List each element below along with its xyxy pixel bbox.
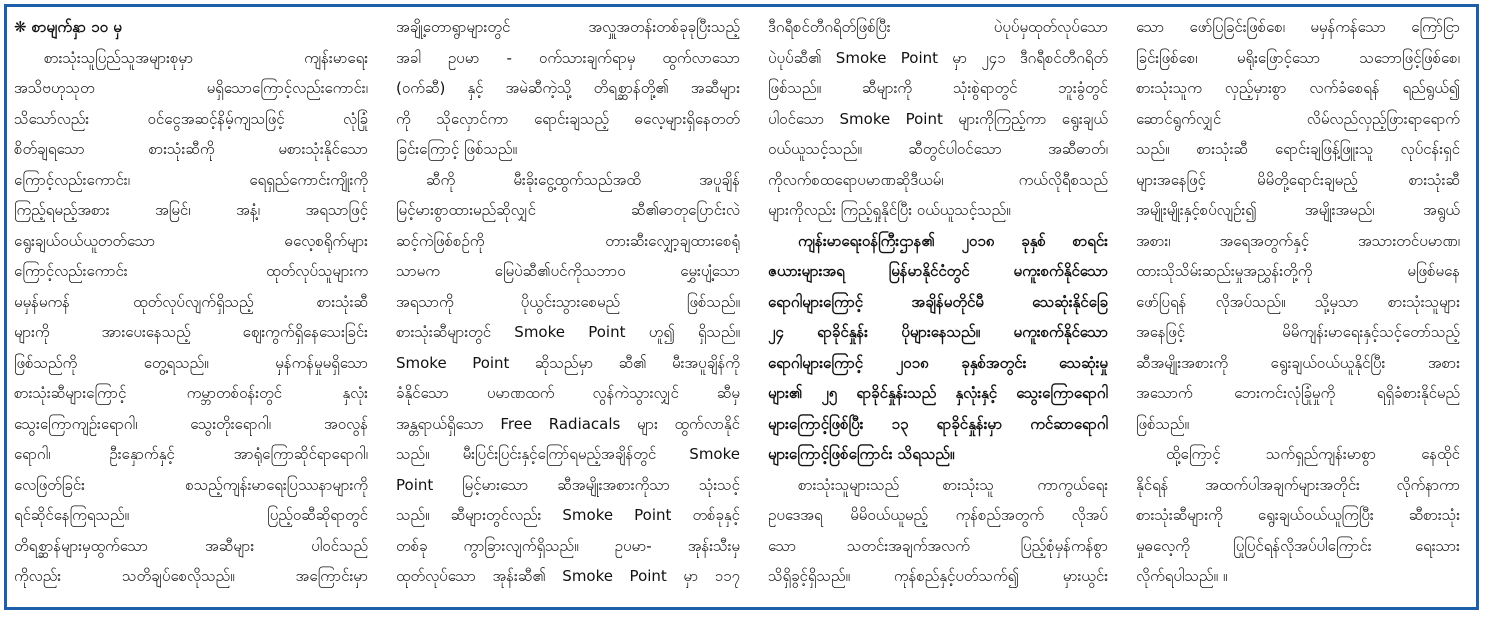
text-line: လေဖြတ်ခြင်း စသည့်ကျန်းမာရေးပြဿနာများကို [14,475,368,494]
text-line: ကြောင့်လည်းကောင်း ထုတ်လုပ်သူများက [14,262,368,280]
text-line: သော သတင်းအချက်အလက် ပြည့်စုံမှန်ကန်စွာ [768,536,1108,555]
column-3 [754,12,1122,610]
text-line: သော ဖော်ပြခြင်းဖြစ်စေ၊ မမှန်ကန်သော ကြော်ငြာ [1136,18,1460,36]
text-line: ပဲပုပ်ဆီ၏ Smoke Point မှာ ၂၄၁ ဒီဂရီစင်တီဂရိတ် [768,48,1108,67]
text-line: သိရှိခွင့်ရှိသည်။ ကုန်စည်နှင့်ပတ်သက်၍ မှားယွင်း [768,567,1108,585]
text-line: ခံနိုင်သော ပမာဏထက် လွန်ကဲသွားလျှင် ဆီမှ [396,384,740,402]
text-line: အသောက် ဘေးကင်းလုံခြုံမှုကို ရရှိခံစားနိုင်မည် [1136,384,1460,402]
text-line: ရွေးချယ်ဝယ်ယူတတ်သော ဓလေ့စရိုက်များ [14,231,368,250]
text-line: ခြင်းဖြစ်စေ၊ မရိုးဖြောင့်သော သဘောဖြင့်ဖြစ်စေ၊ [1136,48,1460,67]
text-line: ဖြစ်သည်။ ဆီများကို သုံးစွဲရာတွင် ဘူးခွံတွင် [768,79,1108,97]
text-line: သွေးကြောကျဉ်းရောဂါ၊ သွေးတိုးရောဂါ၊ အဝလွန် [14,414,368,433]
text-line: အချို့တောရွာများတွင် အလှူအတန်းတစ်ခုခုပြီးသည့် [396,18,740,36]
text-line: များ၏ ၂၅ ရာခိုင်နှုန်းသည် နှလုံးနှင့် သွေးကြောရောဂါ [768,384,1108,402]
text-line: စားသုံးသူက လှည့်မှားစွာ လက်ခံစေရန် ရည်ရွယ်၍ [1136,79,1460,97]
text-line: စားသုံးသူပြည်သူအများစုမှာ ကျန်းမာရေး [44,48,368,67]
text-line: အစား၊ အရေအတွက်နှင့် အသားတင်ပမာဏ၊ [1136,231,1460,250]
text-line: အန္တရာယ်ရှိသော Free Radiacals များ ထွက်လာနိုင် [396,414,740,433]
text-line: ကို သိုလှောင်ကာ ရောင်းချသည့် ဓလေ့များရှိနေတတ် [396,109,740,128]
text-line: (ဝက်ဆီ) နှင့် အမဲဆီကဲ့သို့ တိရစ္ဆာန်တို့၏ အဆီများ [396,79,740,97]
text-line: အနေဖြင့် မိမိကျန်းမာရေးနှင့်သင့်တော်သည့် [1136,323,1460,341]
continued-from-page-label: ❋ စာမျက်နှာ ၁၀ မှ [14,18,122,36]
text-line: စားသုံးဆီများတွင် Smoke Point ဟူ၍ ရှိသည်။ [396,323,740,341]
text-line: ကြည့်ရမည့်အစား အမြင်၊ အနံ့၊ အရသာဖြင့် [14,201,368,219]
column-2 [382,12,754,610]
text-line: စားသုံးဆီများကို ရွေးချယ်ဝယ်ယူကြပြီး ဆီစားသုံး [1136,506,1460,524]
text-line: များကြောင့်ဖြစ်ပြီး ၁၃ ရာခိုင်နှုန်းမှာ ကင်ဆာရောဂါ [768,414,1108,433]
text-line: ဆီကို မီးခိုးငွေ့ထွက်သည်အထိ အပူချိန် [426,170,740,189]
text-line: ထားသိုသိမ်းဆည်းမှုအညွှန်းတို့ကို မဖြစ်မနေ [1136,262,1460,280]
text-line: ထုတ်လုပ်သော အုန်းဆီ၏ Smoke Point မှာ ၁၁၇ [396,567,740,585]
text-line: ထို့ကြောင့် သက်ရှည်ကျန်းမာစွာ နေထိုင် [1166,445,1460,463]
text-line: ဆီအမျိုးအစားကို ရွေးချယ်ဝယ်ယူနိုင်ပြီး အစား [1136,353,1460,372]
text-line: ဥပဒေအရ မိမိဝယ်ယူမည့် ကုန်စည်အတွက် လိုအပ် [768,506,1108,524]
text-line: သိသော်လည်း ဝင်ငွေအဆင့်နိမ့်ကျသဖြင့် လုံခြုံ [14,109,368,128]
text-line: တိရစ္ဆာန်များမှထွက်သော အဆီများ ပါဝင်သည် [14,536,368,555]
text-line: ရောဂါများကြောင့် အချိန်မတိုင်မီ သေဆုံးနိုင်ခြေ [768,292,1108,311]
text-line: ကိုလက်စထရောပမာဏဆိုဒီယမ်၊ ကယ်လိုရီစသည် [768,170,1108,189]
text-line: Smoke Point ဆိုသည်မှာ ဆီ၏ မီးအပူချိန်ကို [396,353,740,372]
text-line: ပါဝင်သော Smoke Point များကိုကြည့်ကာ ရွေးချယ် [768,109,1108,128]
text-line: အသိဗဟုသုတ မရှိသောကြောင့်လည်းကောင်း၊ [14,79,368,97]
column-1 [14,12,382,610]
text-line: နိုင်ရန် အထက်ပါအချက်များအတိုင်း လိုက်နာကာ [1136,475,1460,494]
text-line: ရောဂါ၊ ဦးနှောက်နှင့် အာရုံကြောဆိုင်ရာရောဂါ၊ [14,445,368,463]
text-line: များကိုလည်း ကြည့်ရှုနိုင်ပြီး ဝယ်ယူသင့်သည်။ [768,201,1011,219]
text-line: ရောဂါများကြောင့် ၂၀၁၈ ခုနှစ်အတွင်း သေဆုံးမှု [768,353,1108,372]
text-line: မမှန်မကန် ထုတ်လုပ်လျက်ရှိသည့် စားသုံးဆီ [14,292,368,311]
text-line: ဖော်ပြရန် လိုအပ်သည်။ သို့မှသာ စားသုံးသူများ [1136,292,1460,311]
text-line: ဒီဂရီစင်တီဂရိတ်ဖြစ်ပြီး ပဲပုပ်မှထုတ်လုပ်သော [768,18,1108,36]
text-line: လိုက်ရပါသည်။ ။ [1136,567,1228,585]
text-line: သည်။ စားသုံးဆီ ရောင်းချဖြန့်ဖြူးသူ လုပ်ငန်းရှင် [1136,140,1460,158]
text-line: ဝယ်ယူသင့်သည်။ ဆီတွင်ပါဝင်သော အဆီဓာတ်၊ [768,140,1108,158]
text-line: ဖြစ်သည်။ [1136,414,1190,433]
text-line: ဆင့်ကဲဖြစ်စဉ်ကို တားဆီးလျှော့ချထားစေရုံ [396,231,740,250]
text-line: ဆောင်ရွက်လျှင် လိမ်လည်လှည့်ဖြားရာရောက် [1136,109,1460,128]
text-line: ၂၄ ရာခိုင်နှုန်း ပိုများနေသည်။ မကူးစက်နိုင်သော [768,323,1108,341]
text-line: များကို အားပေးနေသည့် ဈေးကွက်ရှိနေသေးခြင်း [14,323,368,341]
text-line: ဇယားများအရ မြန်မာနိုင်ငံတွင် မကူးစက်နိုင်သော [768,262,1108,280]
text-line: ကျန်းမာရေးဝန်ကြီးဌာန၏ ၂၀၁၈ ခုနှစ် စာရင်း [798,231,1108,250]
text-line: စိတ်ချရသော စားသုံးဆီကို မစားသုံးနိုင်သော [14,140,368,158]
text-line: သည်။ ဆီများတွင်လည်း Smoke Point တစ်ခုနှင့် [396,506,740,524]
text-line: များအနေဖြင့် မိမိတို့ရောင်းချမည့် စားသုံးဆီ [1136,170,1460,189]
text-line: များကြောင့်ဖြစ်ကြောင်း သိရသည်။ [768,445,955,463]
text-line: အရသာကို ပိုယွင်းသွားစေမည် ဖြစ်သည်။ [396,292,740,311]
article-body [14,12,1474,610]
text-line: အခါ ဥပမာ - ဝက်သားချက်ရာမှ ထွက်လာသော [396,48,740,67]
text-line: Point မြင့်မားသော ဆီအမျိုးအစားကိုသာ သုံးသင့် [396,475,740,494]
text-line: ခြင်းကြောင့် ဖြစ်သည်။ [396,140,518,158]
text-line: အမျိုးမျိုးနှင့်စပ်လျဉ်း၍ အမျိုးအမည်၊ အရွယ် [1136,201,1460,219]
text-line: သာမက မြေပဲဆီ၏ပင်ကိုသဘာဝ မွှေးပျံ့သော [396,262,740,280]
text-line: တစ်ခု ကွာခြားလျက်ရှိသည်။ ဥပမာ- အုန်းသီးမှ [396,536,740,555]
text-line: စားသုံးဆီများကြောင့် ကမ္ဘာတစ်ဝန်းတွင် နှလုံး [14,384,368,402]
column-4 [1122,12,1474,610]
text-line: စားသုံးသူများသည် စားသုံးသူ ကာကွယ်ရေး [798,475,1108,494]
text-line: မှုဓလေ့ကို ပြုပြင်ရန်လိုအပ်ပါကြောင်း ရေးသား [1136,536,1460,555]
text-line: သည်။ မီးပြင်းပြင်းနှင့်ကြော်ရမည့်အချိန်တွင် Smoke [396,445,740,463]
text-line: ကြောင့်လည်းကောင်း၊ ရေရှည်ကောင်းကျိုးကို [14,170,368,189]
text-line: ဖြစ်သည်ကို တွေ့ရသည်။ မှန်ကန်မှုမရှိသော [14,353,368,372]
text-line: မြင့်မားစွာထားမည်ဆိုလျှင် ဆီ၏ဓာတုပြောင်းလဲ [396,201,740,219]
text-line: ရင်ဆိုင်နေကြရသည်။ ပြည့်ဝဆီဆိုရာတွင် [14,506,368,524]
text-line: ကိုလည်း သတိချပ်စေလိုသည်။ အကြောင်းမှာ [14,567,368,585]
